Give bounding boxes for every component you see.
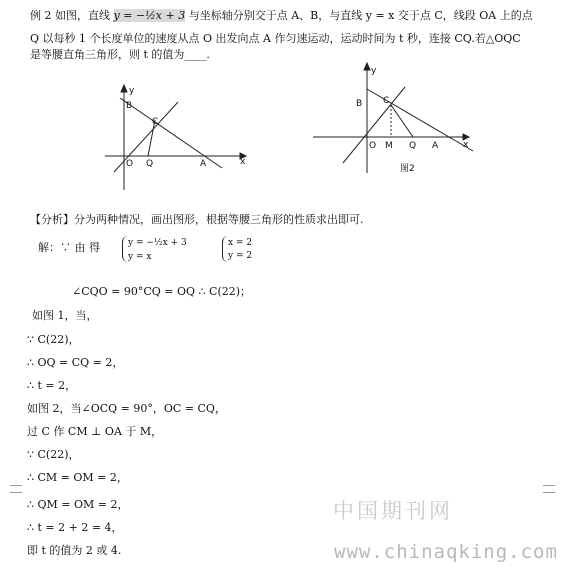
fig2-caption: 图2	[400, 164, 415, 174]
page-break-right	[543, 485, 555, 493]
fig2-label-m: M	[385, 141, 393, 151]
fig1-label-a: A	[200, 159, 207, 169]
watermark-title: 中国期刊网	[333, 499, 453, 523]
solution-c1-line: ∵ C(22)，	[27, 333, 80, 346]
system-2-eq2: y = 2	[228, 251, 253, 261]
problem-line-1	[30, 9, 533, 23]
solution-fig1-line: 如图 1，当，	[32, 309, 98, 322]
problem-line-3: 是等腰直角三角形，则 t 的值为____.	[30, 48, 210, 61]
highlighted-equation: y = −½x + 3	[113, 9, 186, 22]
system-2-eq1: x = 2	[228, 238, 253, 248]
fig2-label-y: y	[371, 66, 377, 76]
page-break-left	[10, 485, 22, 493]
solution-intro: 解：∵ 由 得	[38, 241, 100, 254]
solution-t2-line: ∴ t = 2 + 2 = 4，	[27, 521, 123, 534]
watermark-url: www.chinaqking.com	[334, 541, 558, 563]
fig1-label-q: Q	[146, 159, 154, 169]
problem-line-1-suffix: 与坐标轴分别交于点 A、B，与直线 y = x 交于点 C，线段 OA 上的点	[185, 9, 533, 22]
problem-line-1-prefix: 例 2 如图，直线	[30, 9, 114, 22]
fig2-label-x: x	[463, 140, 469, 150]
fig2-y-arrow	[364, 63, 370, 70]
solution-t1-line: ∴ t = 2，	[27, 379, 77, 392]
solution-qm-line: ∴ QM = OM = 2，	[27, 498, 129, 511]
solution-fig2-line: 如图 2，当∠OCQ = 90°，OC = CQ，	[27, 402, 226, 415]
system-1-eq2: y = x	[128, 252, 152, 262]
system-1-eq1: y = −½x + 3	[128, 238, 187, 248]
fig1-label-y: y	[129, 86, 135, 96]
fig2-label-o: O	[369, 141, 377, 151]
analysis-line: 【分析】分为两种情况，画出图形，根据等腰三角形的性质求出即可.	[30, 213, 364, 226]
fig2-label-a: A	[432, 141, 439, 151]
figure-2	[305, 63, 485, 183]
fig1-label-c: C	[152, 117, 159, 127]
solution-angle-line: ∠CQO = 90°CQ = OQ ∴ C(22)；	[72, 285, 252, 298]
solution-cm-line: 过 C 作 CM ⊥ OA 于 M，	[27, 425, 163, 438]
solution-final-line: 即 t 的值为 2 或 4.	[27, 544, 122, 557]
solution-cmom-line: ∴ CM = OM = 2，	[27, 471, 128, 484]
fig2-label-c: C	[383, 96, 390, 106]
solution-oq-line: ∴ OQ = CQ = 2，	[27, 356, 124, 369]
fig1-y-arrow	[121, 85, 127, 92]
problem-line-2: Q 以每秒 1 个长度单位的速度从点 O 出发向点 A 作匀速运动，运动时间为 t 秒，连接 CQ.若△OQC	[30, 32, 521, 45]
fig2-label-q: Q	[409, 141, 417, 151]
fig1-label-o: O	[126, 159, 134, 169]
fig1-label-x: x	[240, 157, 246, 167]
fig2-label-b: B	[356, 99, 363, 109]
solution-c2-line: ∵ C(22)，	[27, 448, 80, 461]
fig1-label-b: B	[126, 101, 133, 111]
fig1-line-ab	[120, 98, 222, 168]
figure-1	[100, 82, 260, 192]
fig2-line-yx	[343, 87, 405, 163]
